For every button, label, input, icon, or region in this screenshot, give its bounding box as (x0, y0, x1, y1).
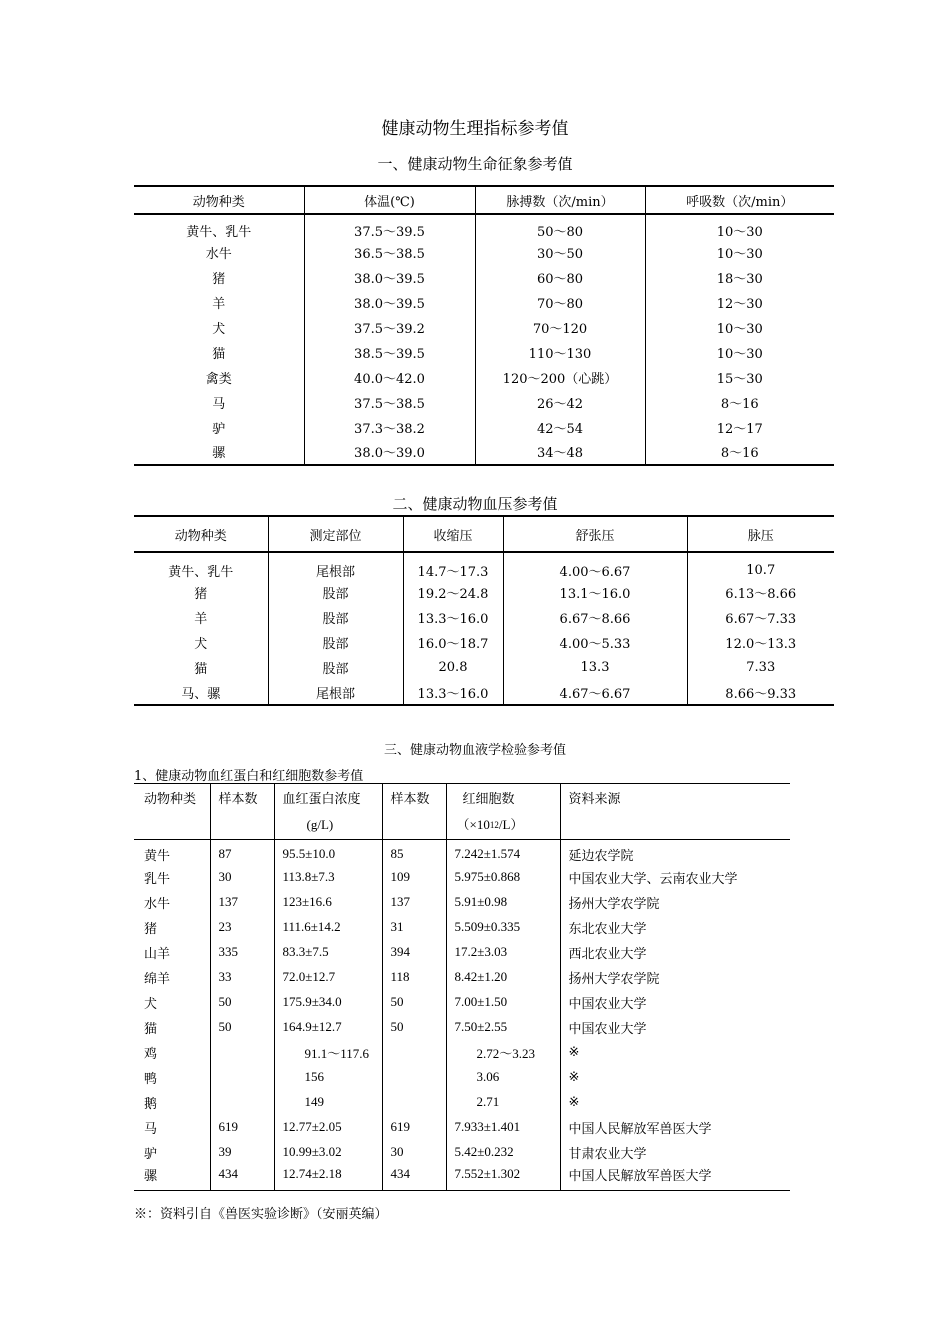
table-cell: 37.3～38.2 (304, 415, 475, 440)
footnote: ※：资料引自《兽医实验诊断》（安丽英编） (134, 1207, 388, 1222)
table-cell: 犬 (144, 995, 158, 1011)
table-cell: 马 (144, 1120, 158, 1136)
table-cell: 16.0～18.7 (403, 630, 503, 655)
table-cell: 394 (382, 940, 446, 965)
unit-prefix: （×10 (456, 817, 490, 832)
table-cell: 股部 (268, 605, 403, 630)
table-cell: 70～80 (475, 290, 645, 315)
table-cell: 黄牛、乳牛 (168, 565, 234, 580)
column-header: 样本数 (382, 784, 446, 840)
table-cell: 30 (210, 865, 274, 890)
vital-signs-table (134, 185, 834, 466)
table-header-row (134, 784, 790, 840)
table-cell: 110～130 (475, 340, 645, 365)
table-cell: 绵羊 (144, 970, 171, 986)
table-row (134, 340, 834, 365)
table-cell: 12.74±2.18 (274, 1165, 382, 1191)
table-cell: 14.7～17.3 (403, 552, 503, 580)
table-row (134, 552, 834, 580)
table-cell (210, 1040, 274, 1065)
table-cell: 6.67～8.66 (503, 605, 687, 630)
table-cell: 7.33 (687, 655, 834, 680)
table-cell: 8～16 (645, 390, 834, 415)
table-cell: 中国人民解放军兽医大学 (560, 1115, 790, 1140)
table-cell: 黄牛、乳牛 (186, 225, 252, 240)
table-cell: 马、骡 (181, 687, 221, 702)
table-cell: 中国人民解放军兽医大学 (560, 1165, 790, 1191)
table-cell: 91.1～117.6 (274, 1040, 382, 1065)
table-cell: 猪 (212, 272, 226, 287)
table-cell: 18～30 (645, 265, 834, 290)
table-cell: 33 (210, 965, 274, 990)
table-cell: 猪 (144, 920, 158, 936)
column-header: 脉压 (687, 516, 834, 552)
table-cell: 延边农学院 (560, 840, 790, 865)
column-header: 测定部位 (268, 516, 403, 552)
table-cell: 12.77±2.05 (274, 1115, 382, 1140)
table-cell: 3.06 (446, 1065, 560, 1090)
table-cell: 驴 (212, 422, 226, 437)
table-cell: 10.7 (687, 552, 834, 580)
table-cell: 118 (382, 965, 446, 990)
table-row (134, 1090, 790, 1115)
table-row (134, 1040, 790, 1065)
column-header: 体温(℃) (304, 186, 475, 214)
table-row (134, 415, 834, 440)
table-cell: 中国农业大学 (560, 990, 790, 1015)
table-cell: 37.5～39.2 (304, 315, 475, 340)
column-header: 脉搏数（次/min） (475, 186, 645, 214)
column-header-line: 红细胞数 (462, 791, 515, 806)
column-header: 收缩压 (403, 516, 503, 552)
table-cell: 12.0～13.3 (687, 630, 834, 655)
table-cell: 26～42 (475, 390, 645, 415)
table-cell (382, 1040, 446, 1065)
table-row (134, 940, 790, 965)
table-cell: 骡 (144, 1167, 158, 1183)
column-header-unit (457, 812, 560, 839)
table-cell: 中国农业大学 (560, 1015, 790, 1040)
table-cell: 6.67～7.33 (687, 605, 834, 630)
table-cell: 87 (210, 840, 274, 865)
table-cell: 驴 (144, 1145, 158, 1161)
table-row (134, 1015, 790, 1040)
table-cell: 50 (382, 1015, 446, 1040)
table-cell: 335 (210, 940, 274, 965)
table-cell: 股部 (268, 630, 403, 655)
table-cell: 骡 (212, 445, 226, 461)
table-cell: 19.2～24.8 (403, 580, 503, 605)
table-cell: 5.91±0.98 (446, 890, 560, 915)
table-row (134, 214, 834, 240)
table-cell: 犬 (212, 322, 226, 337)
table-row (134, 630, 834, 655)
table-cell: 西北农业大学 (560, 940, 790, 965)
table-row (134, 365, 834, 390)
column-header-line: 血红蛋白浓度 (282, 791, 361, 806)
table-cell: 13.1～16.0 (503, 580, 687, 605)
table-row (134, 390, 834, 415)
table-cell: 30～50 (475, 240, 645, 265)
table-header-row (134, 186, 834, 214)
table-cell: 17.2±3.03 (446, 940, 560, 965)
table-cell: 164.9±12.7 (274, 1015, 382, 1040)
table-cell: 羊 (212, 297, 226, 312)
table-cell: 149 (274, 1090, 382, 1115)
table-cell (210, 1090, 274, 1115)
table-cell: 156 (274, 1065, 382, 1090)
table-row (134, 655, 834, 680)
table-row (134, 865, 790, 890)
table-cell: 137 (382, 890, 446, 915)
table-cell: ※ (560, 1065, 790, 1090)
table-row (134, 965, 790, 990)
table-cell: 鸡 (144, 1045, 158, 1061)
table-cell: 137 (210, 890, 274, 915)
table-cell: 70～120 (475, 315, 645, 340)
table-cell: 434 (382, 1165, 446, 1191)
column-header-unit: (g/L) (306, 817, 334, 832)
table-row (134, 605, 834, 630)
blood-pressure-table (134, 515, 834, 706)
table-cell: 10～30 (645, 240, 834, 265)
table-row (134, 890, 790, 915)
column-header: 动物种类 (134, 186, 304, 214)
table-cell: 111.6±14.2 (274, 915, 382, 940)
table-cell: 38.0～39.5 (304, 265, 475, 290)
table-cell: ※ (560, 1090, 790, 1115)
table-cell: 37.5～39.5 (304, 214, 475, 240)
table-cell: 羊 (194, 612, 208, 627)
table-cell: 7.552±1.302 (446, 1165, 560, 1191)
table-row (134, 1065, 790, 1090)
table-cell: 山羊 (144, 945, 171, 961)
column-header: 动物种类 (134, 784, 210, 840)
table-cell: 股部 (268, 655, 403, 680)
table-cell: 7.933±1.401 (446, 1115, 560, 1140)
table-cell: 水牛 (144, 895, 171, 911)
table-row (134, 580, 834, 605)
table-cell: 10.99±3.02 (274, 1140, 382, 1165)
column-header: 动物种类 (134, 516, 268, 552)
table-cell: 4.67～6.67 (503, 680, 687, 705)
column-header: 样本数 (210, 784, 274, 840)
table-cell: 禽类 (205, 372, 232, 387)
table-cell: 黄牛 (144, 847, 171, 863)
table-cell: 水牛 (205, 247, 232, 262)
table-cell: 434 (210, 1165, 274, 1191)
table-cell: 4.00～5.33 (503, 630, 687, 655)
table-cell: 扬州大学农学院 (560, 965, 790, 990)
table-cell: 7.00±1.50 (446, 990, 560, 1015)
table-cell: 5.42±0.232 (446, 1140, 560, 1165)
table-cell: 犬 (194, 637, 208, 652)
table-cell: 猫 (212, 347, 226, 362)
table-cell: 37.5～38.5 (304, 390, 475, 415)
table-cell: 猫 (194, 662, 208, 677)
table-cell: 38.5～39.5 (304, 340, 475, 365)
table-cell: 甘肃农业大学 (560, 1140, 790, 1165)
column-header: 舒张压 (503, 516, 687, 552)
table-cell: 10～30 (645, 340, 834, 365)
table-cell: 2.72～3.23 (446, 1040, 560, 1065)
table-cell: 猪 (194, 587, 208, 602)
table-cell: 39 (210, 1140, 274, 1165)
table-cell (382, 1065, 446, 1090)
table-cell: 鹅 (144, 1095, 158, 1111)
table-cell: 鸭 (144, 1070, 158, 1086)
table-cell (382, 1090, 446, 1115)
hematology-table (134, 783, 790, 1191)
table-cell: 85 (382, 840, 446, 865)
table-cell: 38.0～39.5 (304, 290, 475, 315)
table-cell: 5.509±0.335 (446, 915, 560, 940)
table-cell: 马 (212, 397, 226, 412)
table-cell: 7.50±2.55 (446, 1015, 560, 1040)
table-cell: 东北农业大学 (560, 915, 790, 940)
table-cell: 23 (210, 915, 274, 940)
table-cell: 7.242±1.574 (446, 840, 560, 865)
table-cell: 13.3～16.0 (403, 680, 503, 705)
table-cell: 20.8 (403, 655, 503, 680)
table-row (134, 915, 790, 940)
table-cell: 10～30 (645, 214, 834, 240)
column-header (274, 784, 382, 840)
table-cell: 109 (382, 865, 446, 890)
table-cell: 4.00～6.67 (503, 552, 687, 580)
table-cell: 10～30 (645, 315, 834, 340)
table-cell: 619 (382, 1115, 446, 1140)
table-cell: 尾根部 (268, 680, 403, 705)
table-cell: ※ (560, 1040, 790, 1065)
table-cell: 120～200（心跳） (475, 365, 645, 390)
table-cell: 95.5±10.0 (274, 840, 382, 865)
section1-heading: 一、健康动物生命征象参考值 (377, 155, 573, 173)
table-cell: 34～48 (475, 440, 645, 465)
table-cell: 50～80 (475, 214, 645, 240)
table-row (134, 1115, 790, 1140)
table-cell: 13.3 (503, 655, 687, 680)
page-title: 健康动物生理指标参考值 (381, 119, 569, 139)
column-header: 资料来源 (560, 784, 790, 840)
table-row (134, 990, 790, 1015)
table-cell: 尾根部 (268, 552, 403, 580)
table-cell: 72.0±12.7 (274, 965, 382, 990)
table-cell: 175.9±34.0 (274, 990, 382, 1015)
table-cell: 619 (210, 1115, 274, 1140)
table-cell: 50 (210, 990, 274, 1015)
table-cell: 12～30 (645, 290, 834, 315)
table-row (134, 440, 834, 465)
table-row (134, 840, 790, 865)
table-header-row (134, 516, 834, 552)
table-cell: 中国农业大学、云南农业大学 (560, 865, 790, 890)
table-cell: 乳牛 (144, 870, 171, 886)
table-cell: 36.5～38.5 (304, 240, 475, 265)
table-cell: 8.66～9.33 (687, 680, 834, 705)
table-cell: 13.3～16.0 (403, 605, 503, 630)
table-cell: 2.71 (446, 1090, 560, 1115)
table-cell: 30 (382, 1140, 446, 1165)
table-cell: 5.975±0.868 (446, 865, 560, 890)
table-cell: 31 (382, 915, 446, 940)
table-cell: 扬州大学农学院 (560, 890, 790, 915)
table-cell: 38.0～39.0 (304, 440, 475, 465)
table-cell: 83.3±7.5 (274, 940, 382, 965)
section3-heading: 三、健康动物血液学检验参考值 (383, 743, 566, 758)
unit-suffix: /L） (498, 817, 524, 832)
table-cell: 40.0～42.0 (304, 365, 475, 390)
table-row (134, 240, 834, 265)
table-row (134, 290, 834, 315)
table-cell: 123±16.6 (274, 890, 382, 915)
table-cell: 60～80 (475, 265, 645, 290)
table-row (134, 265, 834, 290)
table-cell: 12～17 (645, 415, 834, 440)
table-cell: 8～16 (645, 440, 834, 465)
table-cell: 15～30 (645, 365, 834, 390)
table-cell: 猫 (144, 1020, 158, 1036)
section2-heading: 二、健康动物血压参考值 (392, 495, 558, 513)
table-row (134, 1140, 790, 1165)
column-header: 呼吸数（次/min） (645, 186, 834, 214)
table-cell: 42～54 (475, 415, 645, 440)
table-cell: 50 (382, 990, 446, 1015)
table-cell: 50 (210, 1015, 274, 1040)
table-cell: 6.13～8.66 (687, 580, 834, 605)
column-header (446, 784, 560, 840)
table-row (134, 315, 834, 340)
section3-subheading: 1、健康动物血红蛋白和红细胞数参考值 (134, 769, 364, 784)
unit-exponent: 12 (489, 820, 499, 830)
table-row (134, 680, 834, 705)
table-cell: 股部 (268, 580, 403, 605)
table-cell (210, 1065, 274, 1090)
table-cell: 113.8±7.3 (274, 865, 382, 890)
table-cell: 8.42±1.20 (446, 965, 560, 990)
table-row (134, 1165, 790, 1191)
